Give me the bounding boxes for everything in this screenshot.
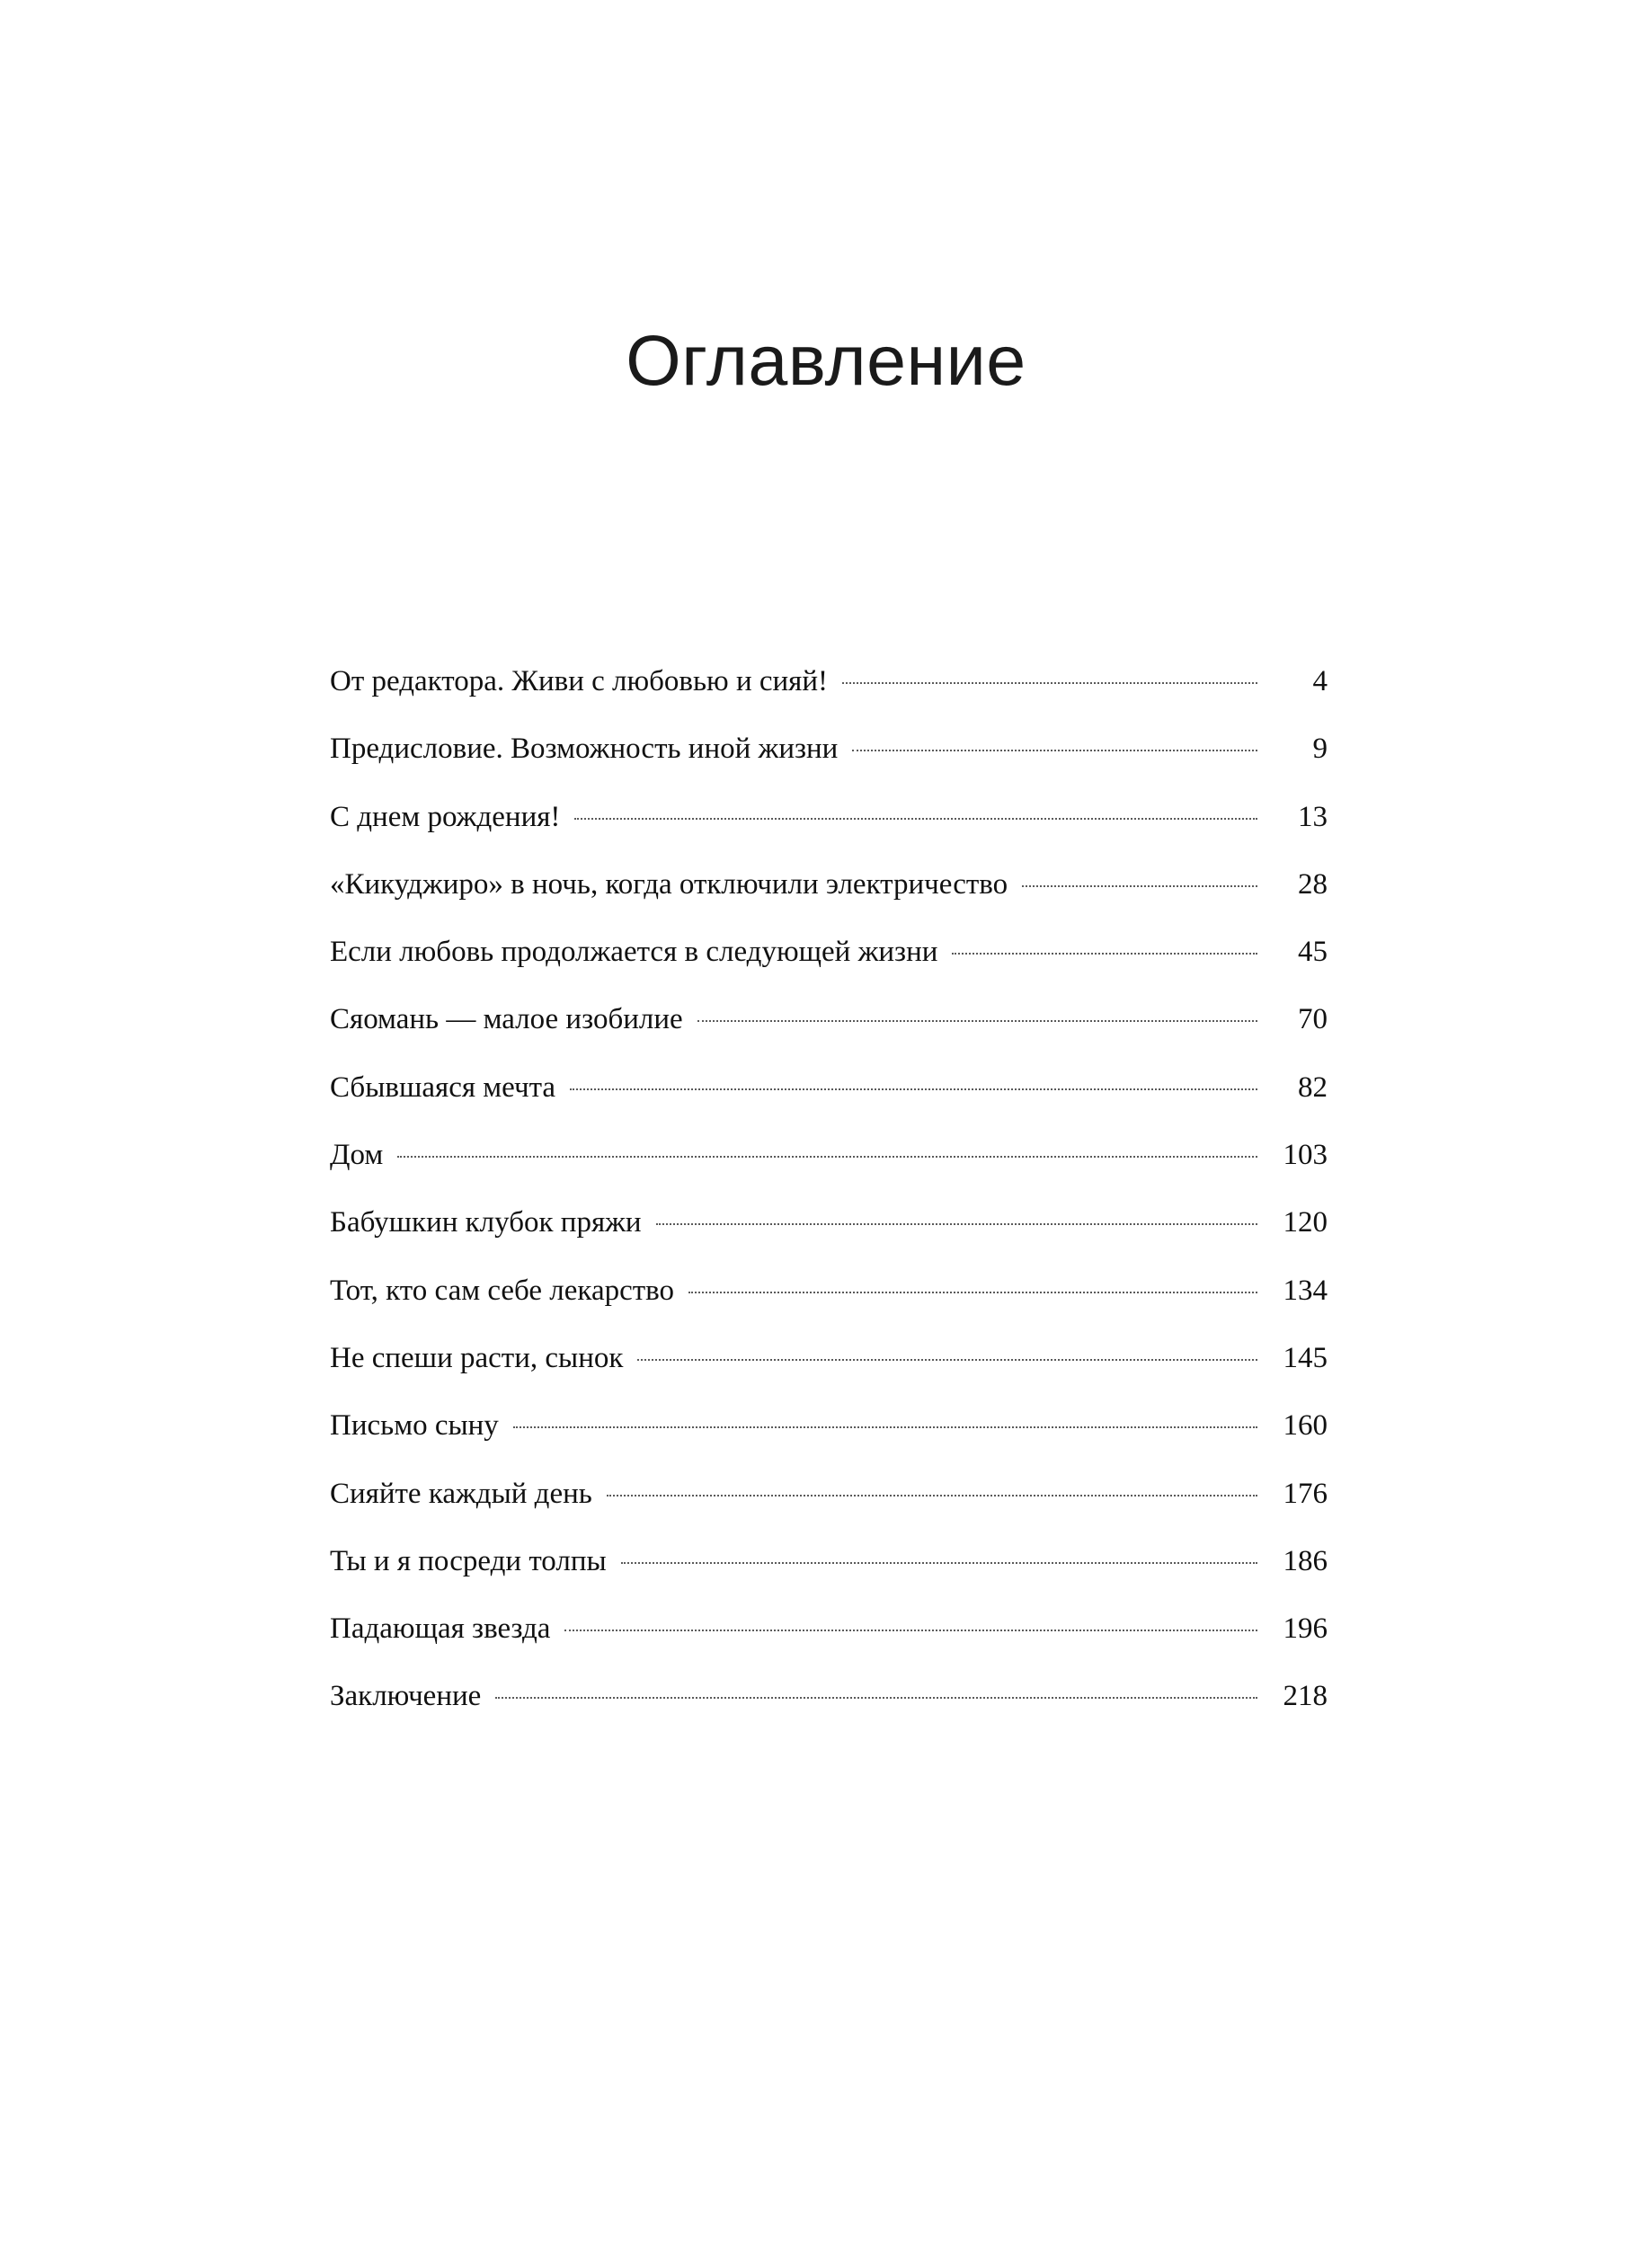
- toc-entry[interactable]: [330, 801, 1328, 833]
- toc-entry-label: Бабушкин клубок пряжи: [330, 1206, 642, 1239]
- toc-entry-label: Падающая звезда: [330, 1612, 551, 1646]
- toc-entry[interactable]: [330, 1545, 1328, 1577]
- toc-leader-dots: [656, 1222, 1257, 1225]
- toc-entry[interactable]: [330, 1071, 1328, 1104]
- toc-entry-label: Тот, кто сам себе лекарство: [330, 1274, 675, 1307]
- toc-leader-dots: [574, 817, 1257, 820]
- toc-entry-page: 134: [1283, 1274, 1328, 1307]
- toc-entry-label: Сбывшаяся мечта: [330, 1070, 556, 1104]
- toc-entry-label: Ты и я посреди толпы: [330, 1544, 607, 1577]
- toc-entry-page: 70: [1298, 1003, 1328, 1036]
- toc-leader-dots: [842, 681, 1257, 684]
- toc-entry[interactable]: [330, 936, 1328, 968]
- toc-entry[interactable]: [330, 1478, 1328, 1510]
- toc-entry-page: 196: [1283, 1612, 1328, 1646]
- toc-leader-dots: [852, 749, 1257, 751]
- toc-entry[interactable]: [330, 1680, 1328, 1712]
- table-of-contents: [330, 665, 1328, 1748]
- toc-entry-page: 28: [1298, 867, 1328, 901]
- toc-leader-dots: [952, 952, 1257, 955]
- toc-entry-label: Если любовь продолжается в следующей жизни: [330, 936, 938, 969]
- toc-entry-page: 145: [1283, 1341, 1328, 1374]
- toc-leader-dots: [688, 1291, 1257, 1293]
- toc-entry-label: Не спеши расти, сынок: [330, 1341, 624, 1374]
- toc-entry[interactable]: [330, 1139, 1328, 1171]
- toc-entry-page: 45: [1298, 936, 1328, 969]
- toc-entry-page: 103: [1283, 1139, 1328, 1172]
- toc-entry-label: С днем рождения!: [330, 800, 561, 833]
- toc-entry[interactable]: [330, 1206, 1328, 1239]
- toc-entry-label: Письмо сыну: [330, 1409, 499, 1443]
- toc-entry[interactable]: [330, 1342, 1328, 1374]
- toc-entry[interactable]: [330, 1003, 1328, 1035]
- toc-entry-page: 9: [1312, 733, 1328, 766]
- toc-leader-dots: [570, 1088, 1257, 1090]
- toc-leader-dots: [495, 1696, 1257, 1699]
- toc-entry-label: Заключение: [330, 1680, 482, 1713]
- toc-entry-page: 120: [1283, 1206, 1328, 1239]
- toc-leader-dots: [1022, 884, 1257, 887]
- toc-entry[interactable]: [330, 868, 1328, 901]
- toc-entry-label: Дом: [330, 1139, 384, 1172]
- toc-entry-page: 4: [1312, 665, 1328, 697]
- toc-leader-dots: [397, 1155, 1257, 1158]
- toc-entry-page: 82: [1298, 1070, 1328, 1104]
- toc-leader-dots: [564, 1629, 1257, 1631]
- toc-entry-page: 13: [1298, 800, 1328, 833]
- toc-entry-label: Сияйте каждый день: [330, 1477, 592, 1510]
- toc-entry-label: «Кикуджиро» в ночь, когда отключили электричество: [330, 867, 1008, 901]
- toc-entry[interactable]: [330, 665, 1328, 697]
- toc-entry-page: 160: [1283, 1409, 1328, 1443]
- toc-leader-dots: [513, 1425, 1257, 1428]
- toc-entry[interactable]: [330, 1409, 1328, 1442]
- toc-entry-page: 176: [1283, 1477, 1328, 1510]
- toc-entry-page: 218: [1283, 1680, 1328, 1713]
- toc-entry-label: Сяомань — малое изобилие: [330, 1003, 683, 1036]
- toc-entry-label: Предисловие. Возможность иной жизни: [330, 733, 839, 766]
- toc-entry[interactable]: [330, 1274, 1328, 1307]
- toc-entry[interactable]: [330, 1612, 1328, 1645]
- page-title: Оглавление: [626, 320, 1026, 400]
- toc-leader-dots: [697, 1019, 1257, 1022]
- toc-leader-dots: [621, 1561, 1257, 1564]
- toc-entry-label: От редактора. Живи с любовью и сияй!: [330, 665, 828, 697]
- toc-entry-page: 186: [1283, 1544, 1328, 1577]
- toc-leader-dots: [607, 1494, 1257, 1497]
- toc-entry[interactable]: [330, 733, 1328, 765]
- toc-leader-dots: [637, 1358, 1257, 1361]
